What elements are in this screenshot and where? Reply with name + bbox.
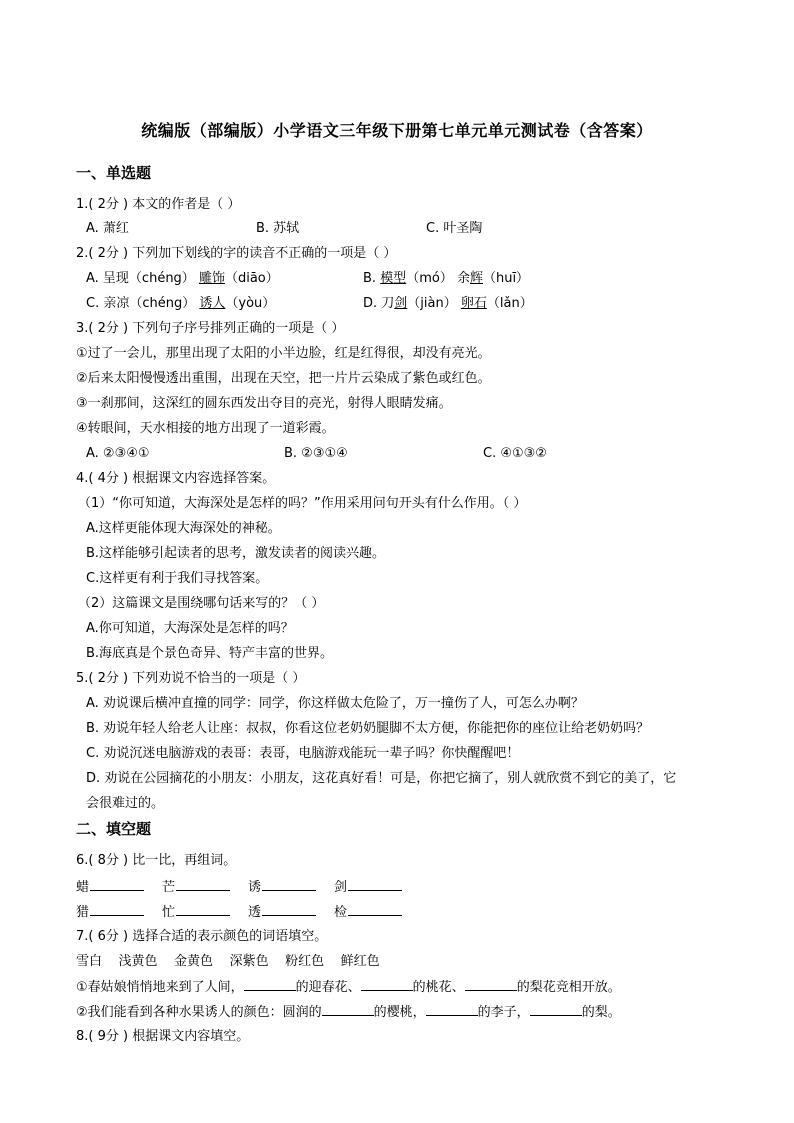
answer-blank[interactable] xyxy=(90,903,144,916)
option-b-label: B. xyxy=(363,271,381,286)
answer-blank[interactable] xyxy=(90,878,144,891)
char: 诱 xyxy=(248,880,262,895)
answer-blank[interactable] xyxy=(465,978,517,991)
question-3-sentence-4: ④转眼间，天水相接的地方出现了一道彩霞。 xyxy=(76,421,335,436)
char: 剑 xyxy=(334,880,348,895)
answer-blank[interactable] xyxy=(348,903,402,916)
question-5-stem: 5.( 2分 ) 下列劝说不恰当的一项是（ ） xyxy=(76,671,306,686)
option-b-pinyin-2: （huī） xyxy=(482,271,530,286)
option-d-pinyin: （jiàn） xyxy=(407,296,461,311)
answer-blank[interactable] xyxy=(262,878,316,891)
question-2-option-c xyxy=(86,295,275,313)
question-2-option-b xyxy=(363,270,529,288)
question-5-option-d: D. 劝说在公园摘花的小朋友：小朋友，这花真好看！可是，你把它摘了，别人就欣赏不到它的美了，它 xyxy=(86,771,677,786)
sentence-text: ②我们能看到各种水果诱人的颜色：圆润的 xyxy=(76,1005,322,1020)
underlined-word: 剑 xyxy=(394,296,408,311)
option-d-pinyin-2: （lǎn） xyxy=(486,296,533,311)
section-heading-single-choice: 一、单选题 xyxy=(76,164,152,182)
question-3-sentence-2: ②后来太阳慢慢透出重围，出现在天空，把一片片云染成了紫色或红色。 xyxy=(76,371,491,386)
question-3-option-c: C. ④①③② xyxy=(483,446,547,461)
question-4-part-2-option-b: B.海底真是个景色奇异、特产丰富的世界。 xyxy=(86,646,334,661)
question-7-word-bank: 雪白 浅黄色 金黄色 深紫色 粉红色 鲜红色 xyxy=(76,954,380,969)
question-3-sentence-3: ③一刹那间，这深红的圆东西发出夺目的亮光，射得人眼睛发痛。 xyxy=(76,396,452,411)
question-1-option-b: B. 苏轼 xyxy=(256,221,300,236)
question-3-option-a: A. ②③④① xyxy=(86,446,150,461)
sentence-text: 的李子， xyxy=(477,1005,530,1020)
question-3-option-b: B. ②③①④ xyxy=(284,446,348,461)
underlined-word: 模型 xyxy=(380,271,407,286)
question-4-stem: 4.( 4分 ) 根据课文内容选择答案。 xyxy=(76,471,276,486)
answer-blank[interactable] xyxy=(262,903,316,916)
option-a-pinyin: （diāo） xyxy=(224,271,279,286)
question-4-part-1-option-b: B.这样能够引起读者的思考，激发读者的阅读兴趣。 xyxy=(86,546,386,561)
answer-blank[interactable] xyxy=(176,878,230,891)
page-title: 统编版（部编版）小学语文三年级下册第七单元单元测试卷（含答案） xyxy=(141,121,653,140)
question-5-option-d-continued: 会很难过的。 xyxy=(86,796,165,811)
option-a-text: A. 呈现（chéng） xyxy=(86,271,199,286)
option-b-pinyin: （mó） 余 xyxy=(406,271,470,286)
sentence-text: ①春姑娘悄悄地来到了人间， xyxy=(76,980,244,995)
question-3-stem: 3.( 2分 ) 下列句子序号排列正确的一项是（ ） xyxy=(76,321,345,336)
char: 蜡 xyxy=(76,880,90,895)
sentence-text: 的桃花、 xyxy=(412,980,465,995)
underlined-word: 雕饰 xyxy=(198,271,225,286)
question-4-part-2: （2）这篇课文是围绕哪句话来写的？（ ） xyxy=(78,596,325,611)
question-7-sentence-1 xyxy=(76,978,621,997)
char: 猎 xyxy=(76,905,90,920)
section-heading-fill-in: 二、填空题 xyxy=(76,820,152,838)
char: 忙 xyxy=(162,905,176,920)
underlined-word: 辉 xyxy=(469,271,483,286)
answer-blank[interactable] xyxy=(348,878,402,891)
question-6-row-1 xyxy=(76,878,402,897)
question-8-stem: 8.( 9分 ) 根据课文内容填空。 xyxy=(76,1029,250,1044)
question-2-option-d xyxy=(363,295,533,313)
question-6-row-2 xyxy=(76,903,402,922)
question-6-stem: 6.( 8分 ) 比一比，再组词。 xyxy=(76,853,237,868)
sentence-text: 的迎春花、 xyxy=(295,980,361,995)
question-4-part-1: （1）“你可知道，大海深处是怎样的吗？”作用采用问句开头有什么作用。（ ） xyxy=(78,496,527,511)
option-d-label: D. 刀 xyxy=(363,296,395,311)
char: 检 xyxy=(334,905,348,920)
question-4-part-2-option-a: A.你可知道，大海深处是怎样的吗？ xyxy=(86,621,294,636)
question-4-part-1-option-c: C.这样更有利于我们寻找答案。 xyxy=(86,571,269,586)
answer-blank[interactable] xyxy=(361,978,413,991)
answer-blank[interactable] xyxy=(530,1003,582,1016)
sentence-text: 的梨花竞相开放。 xyxy=(516,980,621,995)
sentence-text: 的樱桃， xyxy=(373,1005,426,1020)
char: 透 xyxy=(248,905,262,920)
question-5-option-b: B. 劝说年轻人给老人让座：叔叔，你看这位老奶奶腿脚不太方便，你能把你的座位让给老奶奶吗？ xyxy=(86,721,650,736)
question-1-stem: 1.( 2分 ) 本文的作者是（ ） xyxy=(76,197,241,212)
answer-blank[interactable] xyxy=(176,903,230,916)
answer-blank[interactable] xyxy=(426,1003,478,1016)
question-5-option-a: A. 劝说课后横冲直撞的同学：同学，你这样做太危险了，万一撞伤了人，可怎么办啊？ xyxy=(86,696,584,711)
question-4-part-1-option-a: A.这样更能体现大海深处的神秘。 xyxy=(86,521,281,536)
answer-blank[interactable] xyxy=(244,978,296,991)
question-2-option-a xyxy=(86,270,279,288)
answer-blank[interactable] xyxy=(322,1003,374,1016)
option-c-word: 亲凉 xyxy=(103,296,130,311)
underlined-word: 卵石 xyxy=(460,296,487,311)
question-7-stem: 7.( 6分 ) 选择合适的表示颜色的词语填空。 xyxy=(76,929,328,944)
question-2-stem: 2.( 2分 ) 下列加下划线的字的读音不正确的一项是（ ） xyxy=(76,246,397,261)
question-1-option-a: A. 萧红 xyxy=(86,221,129,236)
option-c-label: C. xyxy=(86,296,104,311)
question-1-option-c: C. 叶圣陶 xyxy=(426,221,483,236)
option-c-pinyin: （chéng） xyxy=(129,296,200,311)
underlined-word: 诱人 xyxy=(199,296,226,311)
question-7-sentence-2 xyxy=(76,1003,621,1022)
char: 芒 xyxy=(162,880,176,895)
question-3-sentence-1: ①过了一会儿，那里出现了太阳的小半边脸，红是红得很，却没有亮光。 xyxy=(76,346,491,361)
option-c-pinyin-2: （yòu） xyxy=(225,296,276,311)
question-5-option-c: C. 劝说沉迷电脑游戏的表哥：表哥，电脑游戏能玩一辈子吗？你快醒醒吧！ xyxy=(86,746,520,761)
sentence-text: 的梨。 xyxy=(581,1005,621,1020)
